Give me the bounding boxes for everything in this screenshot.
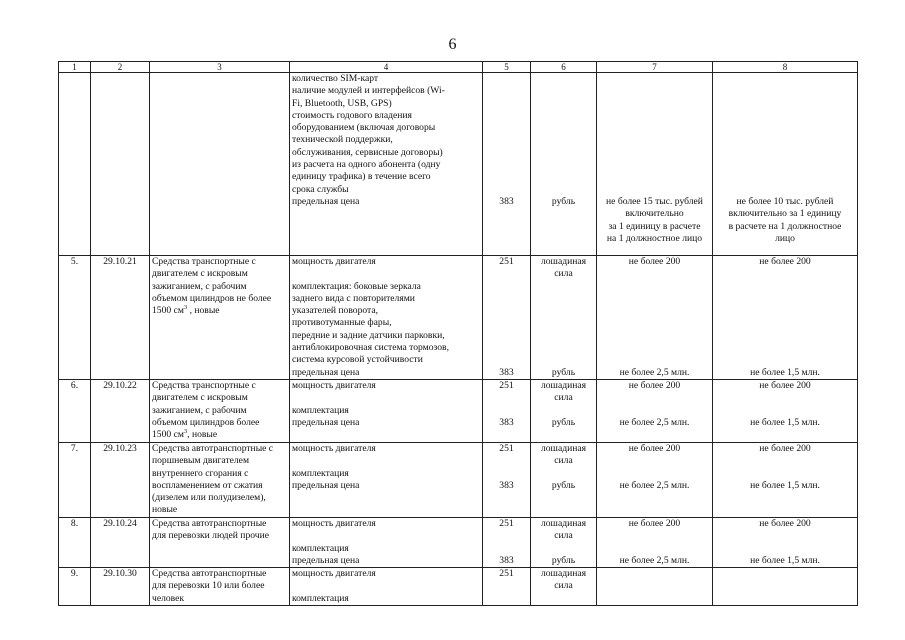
equipment-line: система курсовой устойчивости bbox=[292, 354, 423, 366]
characteristic-cell bbox=[290, 568, 483, 606]
characteristic-cell bbox=[290, 517, 483, 567]
item-name-cell bbox=[150, 256, 290, 380]
unit-cell bbox=[531, 517, 597, 567]
characteristic-line: технической поддержки, bbox=[292, 134, 393, 146]
unit-cell bbox=[531, 442, 597, 517]
characteristic-line: единицу трафика) в течение всего bbox=[292, 171, 431, 183]
okei-code-cell bbox=[483, 517, 531, 567]
equipment-line: комплектация: боковые зеркала bbox=[292, 280, 421, 292]
item-name-cell bbox=[150, 442, 290, 517]
characteristic-line: предельная цена bbox=[292, 195, 360, 207]
item-name-cell bbox=[150, 73, 290, 256]
characteristic-cell bbox=[290, 379, 483, 442]
okpd-code-cell: 29.10.30 bbox=[91, 568, 150, 606]
characteristic-cell bbox=[290, 73, 483, 256]
item-name-line: зажиганием, с рабочим bbox=[152, 404, 247, 416]
okei-code: 383 bbox=[499, 195, 514, 207]
item-name-line: двигателем с искровым bbox=[152, 392, 248, 404]
item-name-line: (дизелем или полудизелем), bbox=[152, 492, 266, 504]
characteristic-cell bbox=[290, 256, 483, 380]
value-line: не более 2,5 млн. bbox=[619, 479, 690, 491]
header-col-4: 4 bbox=[290, 62, 483, 73]
table-row bbox=[59, 517, 858, 567]
item-name-line: 1500 $см^3$ , новые bbox=[152, 304, 220, 317]
value-line: не более 10 тыс. рублей bbox=[736, 195, 834, 207]
equipment-label: комплектация bbox=[292, 592, 349, 604]
row-number-cell: 9. bbox=[59, 568, 91, 606]
item-name-line: объемом цилиндров более bbox=[152, 416, 260, 428]
value-line: за 1 единицу в расчете bbox=[608, 220, 701, 232]
characteristic-line: из расчета на одного абонента (одну bbox=[292, 159, 441, 171]
value-col7-cell bbox=[597, 517, 713, 567]
item-name-line: Средства транспортные с bbox=[152, 256, 256, 267]
value-line: лицо bbox=[775, 232, 795, 244]
value-col7-cell bbox=[597, 256, 713, 380]
header-col-5: 5 bbox=[483, 62, 531, 73]
value-line: включительно за 1 единицу bbox=[728, 208, 842, 220]
item-name-line: внутреннего сгорания с bbox=[152, 467, 249, 479]
okpd-code-cell bbox=[91, 73, 150, 256]
row-number-cell: 6. bbox=[59, 379, 91, 442]
unit-name: сила bbox=[554, 455, 573, 467]
header-col-6: 6 bbox=[531, 62, 597, 73]
okei-code: 251 bbox=[499, 379, 514, 391]
equipment-label: комплектация bbox=[292, 467, 349, 479]
characteristic-line: Fi, Bluetooth, USB, GPS) bbox=[292, 97, 392, 109]
requirements-table bbox=[58, 61, 858, 606]
row-number-cell: 8. bbox=[59, 517, 91, 567]
okei-code: 251 bbox=[499, 568, 514, 580]
value-line: не более 2,5 млн. bbox=[619, 366, 690, 378]
characteristic-line: оборудованием (включая договоры bbox=[292, 122, 436, 134]
table-row bbox=[59, 379, 858, 442]
okei-code: 251 bbox=[499, 517, 514, 529]
header-col-3: 3 bbox=[150, 62, 290, 73]
equipment-line: заднего вида с повторителями bbox=[292, 292, 415, 304]
item-name-line: зажиганием, с рабочим bbox=[152, 280, 247, 292]
power-label: мощность двигателя bbox=[292, 517, 376, 529]
equipment-line: указателей поворота, bbox=[292, 305, 379, 317]
unit-name: лошадиная bbox=[540, 256, 587, 267]
equipment-line: антиблокировочная система тормозов, bbox=[292, 342, 449, 354]
value-line: не более 200 bbox=[628, 442, 681, 454]
value-col8-cell bbox=[713, 517, 858, 567]
value-line: не более 1,5 млн. bbox=[750, 479, 820, 491]
item-name-line: для перевозки 10 или более bbox=[152, 580, 265, 592]
okei-code: 251 bbox=[499, 442, 514, 454]
price-label: предельная цена bbox=[292, 366, 360, 378]
value-line: не более 1,5 млн. bbox=[750, 554, 820, 566]
okei-code-cell bbox=[483, 442, 531, 517]
unit-name: сила bbox=[554, 580, 573, 592]
item-name-line: Средства автотранспортные bbox=[152, 568, 267, 580]
value-col8-cell bbox=[713, 256, 858, 380]
characteristic-line: обслуживания, сервисные договоры) bbox=[292, 146, 443, 158]
item-name-line: новые bbox=[152, 504, 178, 516]
unit-name: лошадиная bbox=[540, 568, 587, 580]
item-name-line: двигателем с искровым bbox=[152, 268, 248, 280]
unit-cell bbox=[531, 73, 597, 256]
equipment-label: комплектация bbox=[292, 404, 349, 416]
okpd-code-cell: 29.10.22 bbox=[91, 379, 150, 442]
unit-name: рубль bbox=[551, 554, 576, 566]
power-label: мощность двигателя bbox=[292, 256, 376, 267]
value-line: не более 200 bbox=[759, 442, 811, 454]
unit-name: сила bbox=[554, 268, 573, 280]
item-name-line: для перевозки людей прочие bbox=[152, 530, 270, 542]
unit-name: сила bbox=[554, 530, 573, 542]
item-name-line: человек bbox=[152, 592, 185, 604]
equipment-line: противотуманные фары, bbox=[292, 317, 392, 329]
row-number-cell: 5. bbox=[59, 256, 91, 380]
okei-code: 383 bbox=[499, 479, 514, 491]
value-col7-cell bbox=[597, 442, 713, 517]
row-number-cell: 7. bbox=[59, 442, 91, 517]
okpd-code-cell: 29.10.23 bbox=[91, 442, 150, 517]
price-label: предельная цена bbox=[292, 479, 360, 491]
equipment-label: комплектация bbox=[292, 542, 349, 554]
unit-name: рубль bbox=[551, 416, 576, 428]
value-line: не более 1,5 млн. bbox=[750, 366, 820, 378]
unit-name: рубль bbox=[551, 366, 576, 378]
power-label: мощность двигателя bbox=[292, 379, 376, 391]
row-number-cell bbox=[59, 73, 91, 256]
header-col-1: 1 bbox=[59, 62, 91, 73]
table-row bbox=[59, 256, 858, 380]
value-col8-cell bbox=[713, 73, 858, 256]
item-name-cell bbox=[150, 568, 290, 606]
characteristic-cell bbox=[290, 442, 483, 517]
item-name-line: Средства автотранспортные bbox=[152, 517, 267, 529]
okei-code: 383 bbox=[499, 554, 514, 566]
value-line: включительно bbox=[625, 208, 684, 220]
unit-name: лошадиная bbox=[540, 379, 587, 391]
item-name-line: Средства автотранспортные с bbox=[152, 442, 274, 454]
item-name-line: поршневым двигателем bbox=[152, 455, 250, 467]
item-name-line: воспламенением от сжатия bbox=[152, 479, 263, 491]
value-col7-cell bbox=[597, 379, 713, 442]
value-col7-cell bbox=[597, 73, 713, 256]
header-col-7: 7 bbox=[597, 62, 713, 73]
okpd-code-cell: 29.10.24 bbox=[91, 517, 150, 567]
value-col8-cell bbox=[713, 568, 858, 606]
item-name-line: 1500 $см^3$, новые bbox=[152, 427, 218, 441]
unit-name: сила bbox=[554, 392, 573, 404]
header-col-8: 8 bbox=[713, 62, 858, 73]
unit-name: рубль bbox=[551, 479, 576, 491]
equipment-line: передние и задние датчики парковки, bbox=[292, 329, 445, 341]
item-name-line: Средства транспортные с bbox=[152, 379, 256, 391]
value-col8-cell bbox=[713, 442, 858, 517]
value-line: не более 15 тыс. рублей bbox=[606, 195, 703, 207]
header-row bbox=[59, 62, 858, 73]
table-row bbox=[59, 73, 858, 256]
characteristic-line: количество SIM-карт bbox=[292, 73, 379, 84]
value-col8-cell bbox=[713, 379, 858, 442]
okei-code-cell bbox=[483, 379, 531, 442]
value-line: не более 200 bbox=[628, 379, 681, 391]
value-col7-cell bbox=[597, 568, 713, 606]
price-label: предельная цена bbox=[292, 416, 360, 428]
okei-code: 383 bbox=[499, 416, 514, 428]
unit-name: лошадиная bbox=[540, 442, 587, 454]
unit-name: рубль bbox=[551, 195, 576, 207]
okei-code-cell bbox=[483, 256, 531, 380]
okei-code-cell bbox=[483, 568, 531, 606]
page-number: 6 bbox=[448, 36, 457, 53]
unit-name: лошадиная bbox=[540, 517, 587, 529]
value-line: на 1 должностное лицо bbox=[606, 232, 703, 244]
table-row bbox=[59, 442, 858, 517]
value-line: не более 200 bbox=[628, 517, 681, 529]
unit-cell bbox=[531, 256, 597, 380]
okpd-code-cell: 29.10.21 bbox=[91, 256, 150, 380]
power-label: мощность двигателя bbox=[292, 442, 376, 454]
characteristic-line: срока службы bbox=[292, 183, 349, 195]
okei-code: 251 bbox=[499, 256, 514, 267]
value-line: в расчете на 1 должностное bbox=[728, 220, 842, 232]
characteristic-line: стоимость годового владения bbox=[292, 109, 412, 121]
value-line: не более 2,5 млн. bbox=[619, 416, 690, 428]
item-name-cell bbox=[150, 379, 290, 442]
value-line: не более 200 bbox=[759, 256, 811, 267]
value-line: не более 1,5 млн. bbox=[750, 416, 820, 428]
value-line: не более 2,5 млн. bbox=[619, 554, 690, 566]
price-label: предельная цена bbox=[292, 554, 360, 566]
value-line: не более 200 bbox=[628, 256, 681, 267]
characteristic-line: наличие модулей и интерфейсов (Wi- bbox=[292, 85, 445, 97]
value-line: не более 200 bbox=[759, 517, 811, 529]
power-label: мощность двигателя bbox=[292, 568, 376, 580]
item-name-cell bbox=[150, 517, 290, 567]
value-line: не более 200 bbox=[759, 379, 811, 391]
unit-cell bbox=[531, 379, 597, 442]
header-col-2: 2 bbox=[91, 62, 150, 73]
unit-cell bbox=[531, 568, 597, 606]
okei-code-cell bbox=[483, 73, 531, 256]
table-row bbox=[59, 568, 858, 606]
okei-code: 383 bbox=[499, 366, 514, 378]
item-name-line: объемом цилиндров не более bbox=[152, 292, 272, 304]
